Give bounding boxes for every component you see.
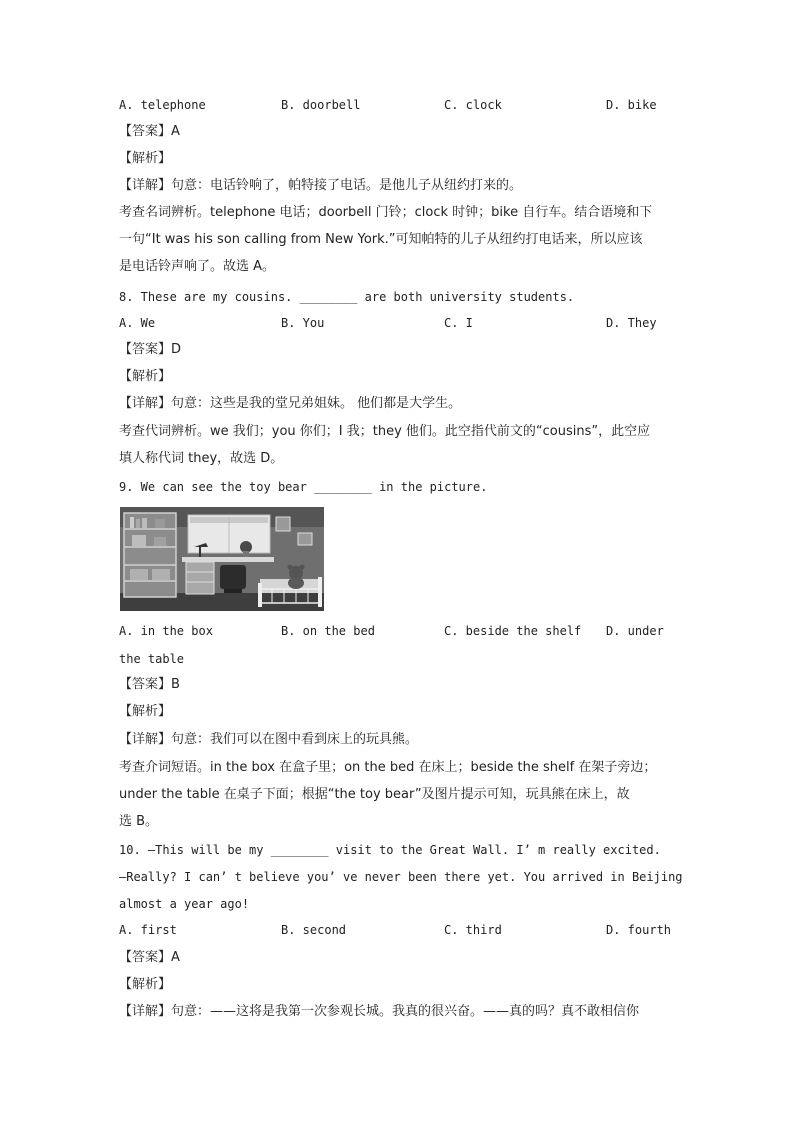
- q7-option-d: D. bike: [606, 98, 657, 112]
- q8-option-a: A. We: [119, 316, 156, 330]
- q8-detail: 【详解】句意：这些是我的堂兄弟姐妹。 他们都是大学生。: [119, 396, 462, 411]
- q9-option-a: A. in the box: [119, 624, 213, 638]
- q9-option-b: B. on the bed: [281, 624, 375, 638]
- q8-explanation-line-2: 填人称代词 they，故选 D。: [119, 451, 284, 466]
- q10-detail: 【详解】句意：——这将是我第一次参观长城。我真的很兴奋。——真的吗？真不敢相信你: [119, 1004, 640, 1019]
- q8-explanation-line-1: 考查代词辨析。we 我们；you 你们；I 我；they 他们。此空指代前文的“cousins”，此空应: [119, 424, 651, 439]
- q7-option-c: C. clock: [444, 98, 502, 112]
- q9-explanation-line-2: under the table 在桌子下面；根据“the toy bear”及图片提示可知，玩具熊在床上，故: [119, 787, 630, 802]
- q7-answer: 【答案】A: [119, 124, 180, 139]
- q8-analysis-label: 【解析】: [119, 369, 172, 384]
- q9-option-c: C. beside the shelf: [444, 624, 582, 638]
- q7-analysis-label: 【解析】: [119, 151, 172, 166]
- bedroom-picture: [120, 507, 324, 611]
- q8-option-b: B. You: [281, 316, 325, 330]
- q7-explanation-line-2: 一句“It was his son calling from New York.”可知帕特的儿子从纽约打电话来，所以应该: [119, 232, 643, 247]
- q8-option-d: D. They: [606, 316, 657, 330]
- q10-answer: 【答案】A: [119, 950, 180, 965]
- q8-stem: 8. These are my cousins. ________ are both university students.: [119, 290, 575, 304]
- q10-stem-line-2: —Really? I can’ t believe you’ ve never been there yet. You arrived in Beijing: [119, 870, 683, 884]
- q10-stem-line-3: almost a year ago!: [119, 897, 250, 911]
- q9-stem: 9. We can see the toy bear ________ in the picture.: [119, 480, 488, 494]
- q10-option-d: D. fourth: [606, 923, 672, 937]
- q9-answer: 【答案】B: [119, 677, 180, 692]
- q9-explanation-line-1: 考查介词短语。in the box 在盒子里；on the bed 在床上；beside the shelf 在架子旁边；: [119, 760, 657, 775]
- q9-explanation-line-3: 选 B。: [119, 814, 159, 829]
- q7-explanation-line-1: 考查名词辨析。telephone 电话；doorbell 门铃；clock 时钟；bike 自行车。结合语境和下: [119, 205, 653, 220]
- q7-option-a: A. telephone: [119, 98, 206, 112]
- q9-analysis-label: 【解析】: [119, 704, 172, 719]
- q9-option-d-continued: the table: [119, 652, 185, 666]
- q7-explanation-line-3: 是电话铃声响了。故选 A。: [119, 259, 276, 274]
- q10-option-c: C. third: [444, 923, 502, 937]
- q10-analysis-label: 【解析】: [119, 977, 172, 992]
- q10-option-a: A. first: [119, 923, 177, 937]
- q7-detail: 【详解】句意：电话铃响了，帕特接了电话。是他儿子从纽约打来的。: [119, 178, 523, 193]
- q10-option-b: B. second: [281, 923, 347, 937]
- q8-answer: 【答案】D: [119, 342, 182, 357]
- q8-option-c: C. I: [444, 316, 473, 330]
- q7-option-b: B. doorbell: [281, 98, 361, 112]
- q9-option-d: D. under: [606, 624, 664, 638]
- q9-detail: 【详解】句意：我们可以在图中看到床上的玩具熊。: [119, 732, 419, 747]
- q10-stem-line-1: 10. —This will be my ________ visit to the Great Wall. I’ m really excited.: [119, 843, 661, 857]
